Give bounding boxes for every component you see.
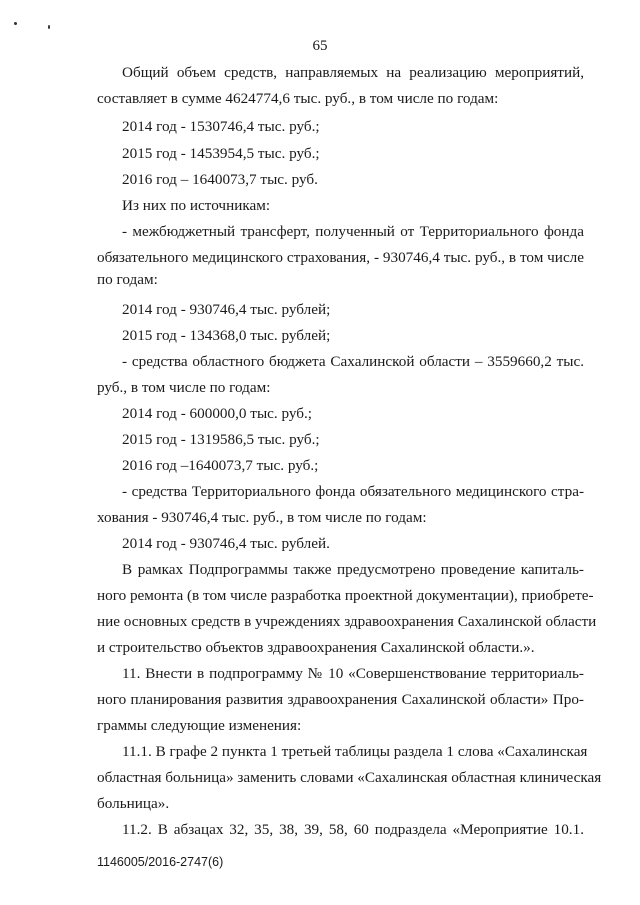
text-line: - средства Территориального фонда обязательного медицинского стра-: [122, 483, 584, 500]
text-line: 2016 год – 1640073,7 тыс. руб.: [122, 171, 318, 188]
text-line: составляет в сумме 4624774,6 тыс. руб., в том числе по годам:: [97, 90, 499, 107]
text-line: 11.2. В абзацах 32, 35, 38, 39, 58, 60 подраздела «Мероприятие 10.1.: [122, 821, 584, 838]
text-line: 2014 год - 1530746,4 тыс. руб.;: [122, 118, 320, 135]
page-number: 65: [312, 38, 328, 54]
text-line: и строительство объектов здравоохранения Сахалинской области.».: [97, 639, 535, 656]
text-line: ние основных средств в учреждениях здравоохранения Сахалинской области: [97, 613, 597, 630]
text-line: больница».: [97, 795, 170, 812]
text-line: Из них по источникам:: [122, 197, 271, 214]
scan-speck: [48, 25, 50, 29]
text-line: Общий объем средств, направляемых на реализацию мероприятий,: [122, 64, 584, 81]
text-line: 2014 год - 600000,0 тыс. руб.;: [122, 405, 313, 422]
text-line: 11.1. В графе 2 пункта 1 третьей таблицы раздела 1 слова «Сахалинская: [122, 743, 588, 760]
scan-speck: [14, 22, 17, 25]
text-line: - средства областного бюджета Сахалинской области – 3559660,2 тыс.: [122, 353, 584, 370]
text-line: 2015 год - 1453954,5 тыс. руб.;: [122, 145, 320, 162]
text-line: ного планирования развития здравоохранения Сахалинской области» Про-: [97, 691, 584, 708]
text-line: руб., в том числе по годам:: [97, 379, 271, 396]
text-line: граммы следующие изменения:: [97, 717, 302, 734]
text-line: 2015 год - 134368,0 тыс. рублей;: [122, 327, 331, 344]
text-line: хования - 930746,4 тыс. руб., в том числе по годам:: [97, 509, 427, 526]
text-line: ного ремонта (в том числе разработка проектной документации), приобрете-: [97, 587, 594, 604]
text-line: 2015 год - 1319586,5 тыс. руб.;: [122, 431, 320, 448]
text-line: В рамках Подпрограммы также предусмотрено проведение капиталь-: [122, 561, 584, 578]
text-line: 11. Внести в подпрограмму № 10 «Совершенствование территориаль-: [122, 665, 584, 682]
text-line: обязательного медицинского страхования, - 930746,4 тыс. руб., в том числе: [97, 249, 584, 266]
text-line: 2014 год - 930746,4 тыс. рублей;: [122, 301, 331, 318]
text-line: областная больница» заменить словами «Сахалинская областная клиническая: [97, 769, 602, 786]
text-line: 2014 год - 930746,4 тыс. рублей.: [122, 535, 330, 552]
text-line: 2016 год –1640073,7 тыс. руб.;: [122, 457, 319, 474]
text-line: - межбюджетный трансферт, полученный от Территориального фонда: [122, 223, 584, 240]
text-line: по годам:: [97, 271, 158, 288]
document-code: 1146005/2016-2747(6): [97, 855, 224, 869]
